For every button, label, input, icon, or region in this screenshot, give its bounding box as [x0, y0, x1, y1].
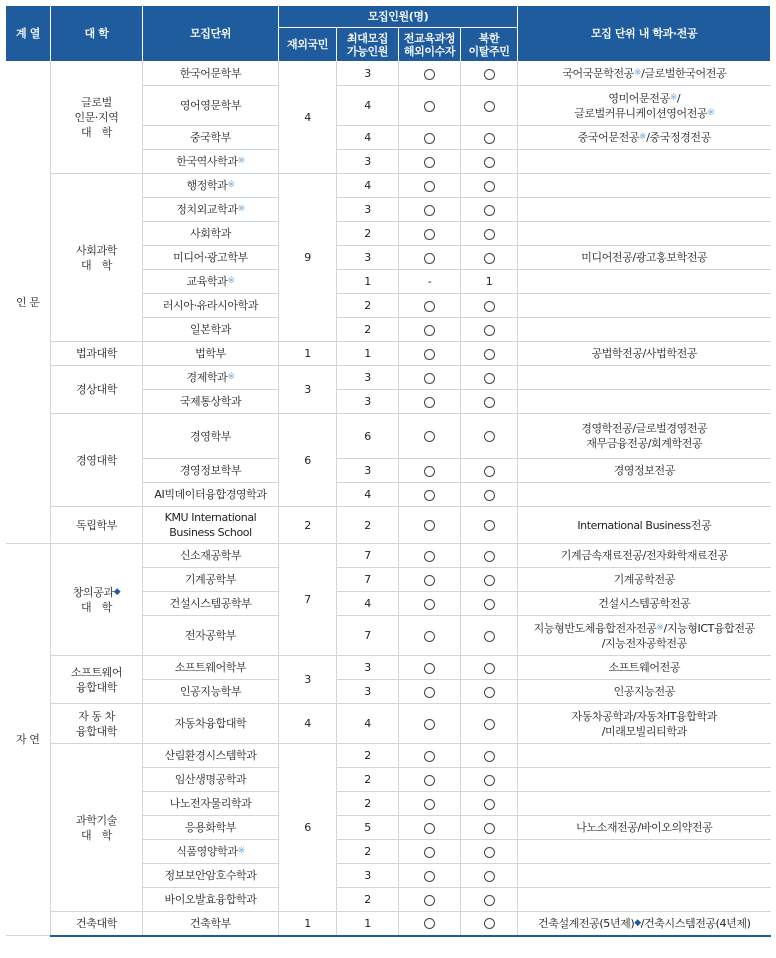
foreign-cell: 2: [279, 507, 337, 544]
circle-icon: [424, 871, 435, 882]
nk-cell: [461, 888, 518, 912]
nk-cell: [461, 222, 518, 246]
table-row: [6, 342, 771, 366]
majors-cell: 지능형반도체융합전자전공※/지능형ICT융합전공 /지능전자공학전공: [518, 616, 771, 656]
max-cell: 3: [337, 864, 399, 888]
circle-icon: [484, 301, 495, 312]
nk-cell: [461, 483, 518, 507]
circle-icon: [424, 823, 435, 834]
foreign-cell: 6: [279, 414, 337, 507]
circle-icon: [424, 520, 435, 531]
unit-cell: 행정학과※: [143, 174, 279, 198]
circle-icon: [424, 751, 435, 762]
circle-icon: [424, 775, 435, 786]
majors-cell: [518, 744, 771, 768]
majors-cell: 인공지능전공: [518, 680, 771, 704]
max-cell: 2: [337, 768, 399, 792]
circle-icon: [424, 301, 435, 312]
overseas-cell: -: [399, 270, 461, 294]
unit-cell: 자동차융합대학: [143, 704, 279, 744]
college-cell: 건축대학: [51, 912, 143, 936]
overseas-cell: [399, 366, 461, 390]
circle-icon: [424, 490, 435, 501]
foreign-cell: 3: [279, 366, 337, 414]
majors-cell: 미디어전공/광고홍보학전공: [518, 246, 771, 270]
foreign-cell: 7: [279, 544, 337, 656]
circle-icon: [424, 847, 435, 858]
circle-icon: [424, 229, 435, 240]
nk-cell: [461, 616, 518, 656]
max-cell: 3: [337, 62, 399, 86]
overseas-cell: [399, 126, 461, 150]
circle-icon: [424, 631, 435, 642]
overseas-cell: [399, 744, 461, 768]
table-row: [6, 174, 771, 198]
circle-icon: [484, 157, 495, 168]
circle-icon: [484, 325, 495, 336]
overseas-cell: [399, 656, 461, 680]
circle-icon: [424, 663, 435, 674]
foreign-cell: 6: [279, 744, 337, 912]
unit-cell: 경영정보학부: [143, 459, 279, 483]
nk-cell: [461, 150, 518, 174]
overseas-cell: [399, 507, 461, 544]
unit-cell: 한국역사학과※: [143, 150, 279, 174]
circle-icon: [484, 69, 495, 80]
circle-icon: [424, 397, 435, 408]
circle-icon: [484, 490, 495, 501]
unit-cell: 소프트웨어학부: [143, 656, 279, 680]
majors-cell: [518, 318, 771, 342]
overseas-cell: [399, 792, 461, 816]
foreign-cell: 3: [279, 656, 337, 704]
majors-cell: [518, 150, 771, 174]
diamond-mark-icon: ◆: [634, 917, 641, 928]
note-mark-icon: ※: [227, 276, 235, 286]
nk-cell: [461, 366, 518, 390]
unit-cell: 경제학과※: [143, 366, 279, 390]
circle-icon: [484, 775, 495, 786]
max-cell: 2: [337, 888, 399, 912]
field-cell: 자 연: [6, 544, 51, 936]
circle-icon: [424, 687, 435, 698]
circle-icon: [484, 719, 495, 730]
header-majors: 모집 단위 내 학과·전공: [518, 6, 771, 62]
foreign-cell: 1: [279, 342, 337, 366]
field-cell: 인 문: [6, 62, 51, 544]
majors-cell: 중국어문전공※/중국정경전공: [518, 126, 771, 150]
max-cell: 2: [337, 222, 399, 246]
overseas-cell: [399, 414, 461, 459]
college-cell: 경상대학: [51, 366, 143, 414]
nk-cell: [461, 544, 518, 568]
nk-cell: [461, 174, 518, 198]
unit-cell: 국제통상학과: [143, 390, 279, 414]
nk-cell: [461, 864, 518, 888]
overseas-cell: [399, 680, 461, 704]
circle-icon: [484, 599, 495, 610]
circle-icon: [484, 575, 495, 586]
max-cell: 3: [337, 680, 399, 704]
overseas-cell: [399, 544, 461, 568]
college-cell: 법과대학: [51, 342, 143, 366]
majors-cell: 자동차공학과/자동차IT융합학과 /미래모빌리티학과: [518, 704, 771, 744]
max-cell: 4: [337, 86, 399, 126]
circle-icon: [424, 466, 435, 477]
nk-cell: [461, 704, 518, 744]
max-cell: 2: [337, 507, 399, 544]
circle-icon: [424, 133, 435, 144]
nk-cell: [461, 592, 518, 616]
unit-cell: KMU International Business School: [143, 507, 279, 544]
nk-cell: [461, 768, 518, 792]
unit-cell: 임산생명공학과: [143, 768, 279, 792]
overseas-cell: [399, 888, 461, 912]
overseas-cell: [399, 616, 461, 656]
max-cell: 1: [337, 270, 399, 294]
max-cell: 3: [337, 198, 399, 222]
nk-cell: [461, 62, 518, 86]
foreign-cell: 4: [279, 62, 337, 174]
majors-cell: 공법학전공/사법학전공: [518, 342, 771, 366]
header-foreign: 재외국민: [279, 28, 337, 62]
unit-cell: 교육학과※: [143, 270, 279, 294]
majors-cell: [518, 888, 771, 912]
header-field: 계 열: [6, 6, 51, 62]
circle-icon: [424, 551, 435, 562]
overseas-cell: [399, 390, 461, 414]
unit-cell: 미디어·광고학부: [143, 246, 279, 270]
unit-cell: 응용화학부: [143, 816, 279, 840]
unit-cell: AI빅데이터융합경영학과: [143, 483, 279, 507]
circle-icon: [424, 101, 435, 112]
header-recruit-group: 모집인원(명): [279, 6, 518, 28]
unit-cell: 일본학과: [143, 318, 279, 342]
circle-icon: [484, 551, 495, 562]
unit-cell: 신소재공학부: [143, 544, 279, 568]
note-mark-icon: ※: [633, 68, 642, 78]
overseas-cell: [399, 592, 461, 616]
max-cell: 7: [337, 616, 399, 656]
overseas-cell: [399, 198, 461, 222]
circle-icon: [424, 253, 435, 264]
nk-cell: 1: [461, 270, 518, 294]
max-cell: 6: [337, 414, 399, 459]
circle-icon: [424, 895, 435, 906]
overseas-cell: [399, 294, 461, 318]
majors-cell: [518, 222, 771, 246]
unit-cell: 법학부: [143, 342, 279, 366]
unit-cell: 건축학부: [143, 912, 279, 936]
overseas-cell: [399, 568, 461, 592]
majors-cell: 경영학전공/글로벌경영전공 재무금융전공/회계학전공: [518, 414, 771, 459]
unit-cell: 한국어문학부: [143, 62, 279, 86]
circle-icon: [424, 599, 435, 610]
unit-cell: 정보보안암호수학과: [143, 864, 279, 888]
circle-icon: [484, 751, 495, 762]
overseas-cell: [399, 816, 461, 840]
table-row: [6, 912, 771, 936]
circle-icon: [424, 181, 435, 192]
majors-cell: [518, 840, 771, 864]
circle-icon: [484, 373, 495, 384]
nk-cell: [461, 342, 518, 366]
majors-cell: [518, 174, 771, 198]
table-row: [6, 62, 771, 86]
nk-cell: [461, 390, 518, 414]
table-row: [6, 656, 771, 680]
circle-icon: [484, 663, 495, 674]
max-cell: 2: [337, 744, 399, 768]
foreign-cell: 4: [279, 704, 337, 744]
college-cell: 글로벌 인문·지역 대 학: [51, 62, 143, 174]
unit-cell: 정치외교학과※: [143, 198, 279, 222]
overseas-cell: [399, 246, 461, 270]
circle-icon: [424, 799, 435, 810]
nk-cell: [461, 198, 518, 222]
circle-icon: [484, 823, 495, 834]
majors-cell: 나노소재전공/바이오의약전공: [518, 816, 771, 840]
circle-icon: [484, 871, 495, 882]
majors-cell: 기계금속재료전공/전자화학재료전공: [518, 544, 771, 568]
unit-cell: 경영학부: [143, 414, 279, 459]
college-cell: 소프트웨어 융합대학: [51, 656, 143, 704]
majors-cell: [518, 792, 771, 816]
circle-icon: [484, 799, 495, 810]
max-cell: 3: [337, 246, 399, 270]
majors-cell: 국어국문학전공※/글로벌한국어전공: [518, 62, 771, 86]
circle-icon: [424, 325, 435, 336]
college-cell: 자 동 차 융합대학: [51, 704, 143, 744]
nk-cell: [461, 680, 518, 704]
max-cell: 2: [337, 294, 399, 318]
circle-icon: [484, 101, 495, 112]
note-mark-icon: ※: [237, 156, 245, 166]
circle-icon: [484, 349, 495, 360]
circle-icon: [484, 918, 495, 929]
majors-cell: [518, 864, 771, 888]
note-mark-icon: ※: [237, 846, 245, 856]
circle-icon: [484, 133, 495, 144]
circle-icon: [484, 253, 495, 264]
college-cell: 사회과학 대 학: [51, 174, 143, 342]
majors-cell: 경영정보전공: [518, 459, 771, 483]
circle-icon: [424, 157, 435, 168]
note-mark-icon: ※: [237, 204, 245, 214]
majors-cell: [518, 390, 771, 414]
nk-cell: [461, 318, 518, 342]
table-row: [6, 366, 771, 390]
circle-icon: [484, 895, 495, 906]
max-cell: 2: [337, 840, 399, 864]
max-cell: 3: [337, 150, 399, 174]
header-overseas: 전교육과정 해외이수자: [399, 28, 461, 62]
max-cell: 5: [337, 816, 399, 840]
overseas-cell: [399, 840, 461, 864]
overseas-cell: [399, 912, 461, 936]
nk-cell: [461, 459, 518, 483]
overseas-cell: [399, 704, 461, 744]
nk-cell: [461, 792, 518, 816]
foreign-cell: 9: [279, 174, 337, 342]
unit-cell: 나노전자물리학과: [143, 792, 279, 816]
diamond-mark-icon: ◆: [113, 586, 121, 597]
unit-cell: 전자공학부: [143, 616, 279, 656]
overseas-cell: [399, 768, 461, 792]
max-cell: 4: [337, 704, 399, 744]
circle-icon: [484, 431, 495, 442]
nk-cell: [461, 840, 518, 864]
admission-quota-table: [5, 5, 771, 937]
nk-cell: [461, 912, 518, 936]
max-cell: 4: [337, 483, 399, 507]
overseas-cell: [399, 864, 461, 888]
unit-cell: 식품영양학과※: [143, 840, 279, 864]
nk-cell: [461, 744, 518, 768]
majors-cell: 영미어문전공※/ 글로벌커뮤니케이션영어전공※: [518, 86, 771, 126]
unit-cell: 인공지능학부: [143, 680, 279, 704]
circle-icon: [484, 229, 495, 240]
overseas-cell: [399, 222, 461, 246]
nk-cell: [461, 294, 518, 318]
header-college: 대 학: [51, 6, 143, 62]
majors-cell: 기계공학전공: [518, 568, 771, 592]
header-nk: 북한 이탈주민: [461, 28, 518, 62]
note-mark-icon: ※: [656, 622, 664, 633]
majors-cell: [518, 483, 771, 507]
nk-cell: [461, 126, 518, 150]
foreign-cell: 1: [279, 912, 337, 936]
note-mark-icon: ※: [707, 107, 715, 118]
unit-cell: 사회학과: [143, 222, 279, 246]
header-unit: 모집단위: [143, 6, 279, 62]
circle-icon: [424, 575, 435, 586]
note-mark-icon: ※: [227, 180, 235, 190]
majors-cell: International Business전공: [518, 507, 771, 544]
college-cell: 과학기술 대 학: [51, 744, 143, 912]
max-cell: 3: [337, 390, 399, 414]
college-cell: 창의공과◆ 대 학: [51, 544, 143, 656]
nk-cell: [461, 816, 518, 840]
max-cell: 3: [337, 366, 399, 390]
overseas-cell: [399, 318, 461, 342]
overseas-cell: [399, 342, 461, 366]
circle-icon: [424, 69, 435, 80]
max-cell: 4: [337, 174, 399, 198]
overseas-cell: [399, 86, 461, 126]
circle-icon: [424, 373, 435, 384]
circle-icon: [484, 205, 495, 216]
unit-cell: 영어영문학부: [143, 86, 279, 126]
table-row: [6, 704, 771, 744]
table-row: [6, 414, 771, 459]
nk-cell: [461, 656, 518, 680]
majors-cell: 소프트웨어전공: [518, 656, 771, 680]
nk-cell: [461, 568, 518, 592]
unit-cell: 중국학부: [143, 126, 279, 150]
circle-icon: [484, 847, 495, 858]
overseas-cell: [399, 62, 461, 86]
max-cell: 3: [337, 459, 399, 483]
majors-cell: [518, 198, 771, 222]
circle-icon: [484, 181, 495, 192]
nk-cell: [461, 414, 518, 459]
overseas-cell: [399, 459, 461, 483]
unit-cell: 산림환경시스템학과: [143, 744, 279, 768]
table-row: [6, 744, 771, 768]
circle-icon: [484, 520, 495, 531]
max-cell: 2: [337, 792, 399, 816]
nk-cell: [461, 246, 518, 270]
overseas-cell: [399, 483, 461, 507]
circle-icon: [424, 349, 435, 360]
max-cell: 2: [337, 318, 399, 342]
overseas-cell: [399, 150, 461, 174]
max-cell: 1: [337, 342, 399, 366]
college-cell: 독립학부: [51, 507, 143, 544]
unit-cell: 러시아·유라시아학과: [143, 294, 279, 318]
table-row: [6, 507, 771, 544]
max-cell: 3: [337, 656, 399, 680]
majors-cell: [518, 768, 771, 792]
circle-icon: [424, 719, 435, 730]
note-mark-icon: ※: [639, 132, 647, 142]
circle-icon: [424, 205, 435, 216]
nk-cell: [461, 507, 518, 544]
table-body: [6, 62, 771, 936]
majors-cell: 건축설계전공(5년제)◆/건축시스템전공(4년제): [518, 912, 771, 936]
table-row: [6, 544, 771, 568]
majors-cell: [518, 366, 771, 390]
nk-cell: [461, 86, 518, 126]
circle-icon: [484, 397, 495, 408]
majors-cell: 건설시스템공학전공: [518, 592, 771, 616]
header-max: 최대모집 가능인원: [337, 28, 399, 62]
note-mark-icon: ※: [227, 372, 235, 382]
max-cell: 7: [337, 568, 399, 592]
max-cell: 4: [337, 592, 399, 616]
circle-icon: [484, 687, 495, 698]
circle-icon: [424, 918, 435, 929]
max-cell: 4: [337, 126, 399, 150]
max-cell: 1: [337, 912, 399, 936]
majors-cell: [518, 270, 771, 294]
circle-icon: [484, 631, 495, 642]
majors-cell: [518, 294, 771, 318]
unit-cell: 건설시스템공학부: [143, 592, 279, 616]
circle-icon: [424, 431, 435, 442]
overseas-cell: [399, 174, 461, 198]
unit-cell: 바이오발효융합학과: [143, 888, 279, 912]
unit-cell: 기계공학부: [143, 568, 279, 592]
college-cell: 경영대학: [51, 414, 143, 507]
circle-icon: [484, 466, 495, 477]
max-cell: 7: [337, 544, 399, 568]
note-mark-icon: ※: [669, 92, 677, 103]
